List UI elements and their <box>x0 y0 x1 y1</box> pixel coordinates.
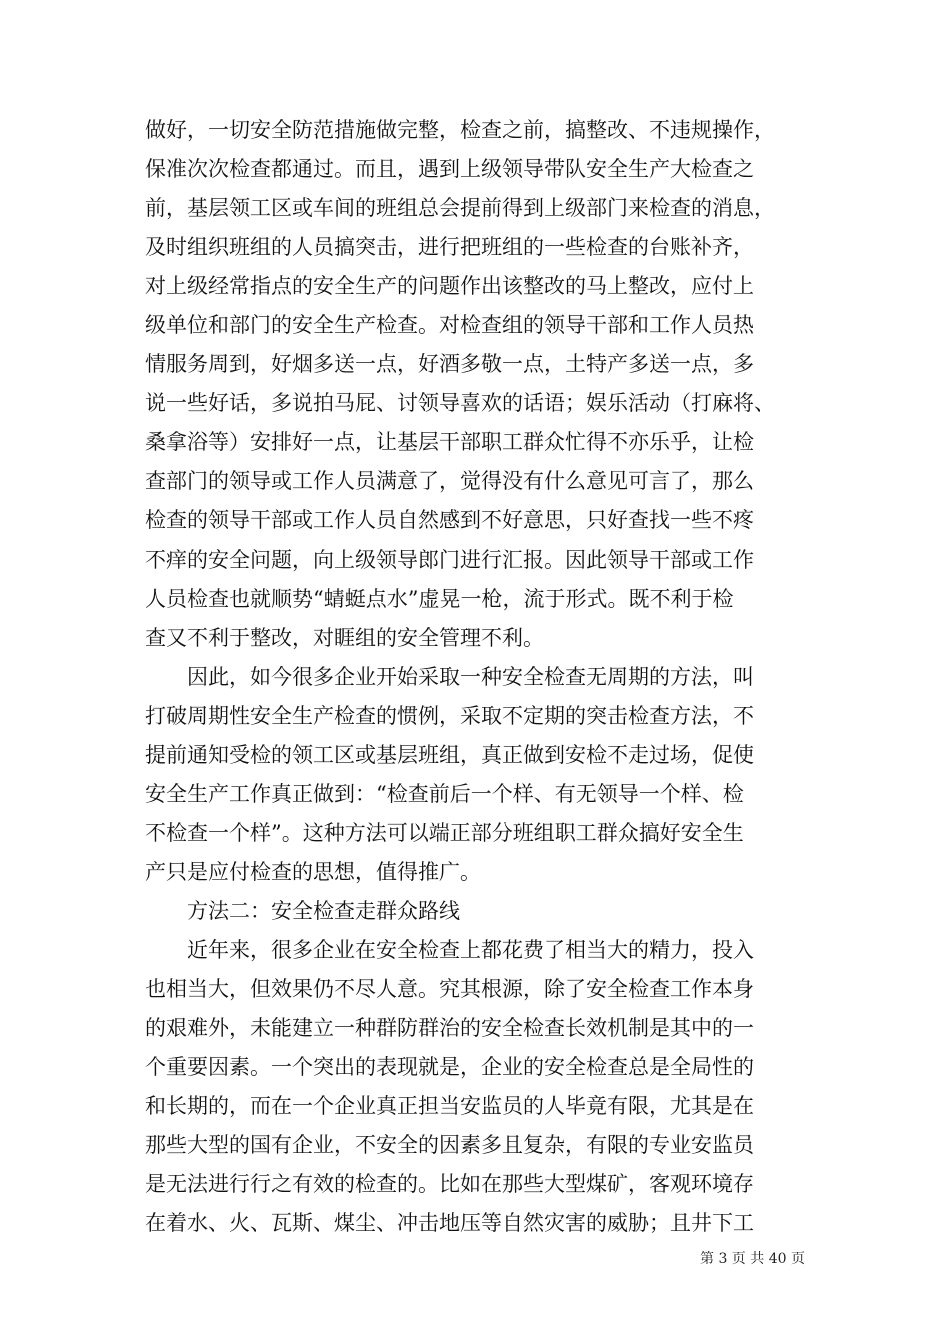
text-line: 对上级经常指点的安全生产的问题作出该整改的马上整改，应付上 <box>145 274 754 299</box>
text-line: 不检查一个样”。这种方法可以端正部分班组职工群众搞好安全生 <box>145 820 744 845</box>
text-line: 在着水、火、瓦斯、煤尘、冲击地压等自然灾害的威胁；且井下工 <box>145 1211 754 1236</box>
document-body <box>145 111 811 1243</box>
text-line: 不痒的安全问题，向上级领导郎门进行汇报。因此领导干部或工作 <box>145 547 754 572</box>
text-line: 级单位和部门的安全生产检查。对检查组的领导干部和工作人员热 <box>145 313 754 338</box>
paragraph-first-line: 近年来，很多企业在安全检查上都花费了相当大的精力，投入 <box>187 937 754 962</box>
text-line: 前，基层领工区或车间的班组总会提前得到上级部门来检查的消息， <box>145 196 775 221</box>
paragraph-first-line: 因此，如今很多企业开始采取一种安全检查无周期的方法，叫 <box>187 664 754 689</box>
text-line: 安全生产工作真正做到：“检查前后一个样、有无领导一个样、检 <box>145 781 744 806</box>
text-line: 检查的领导干部或工作人员自然感到不好意思，只好查找一些不疼 <box>145 508 754 533</box>
text-line: 是无法进行行之有效的检查的。比如在那些大型煤矿，客观环境存 <box>145 1172 754 1197</box>
text-line: 及时组织班组的人员搞突击，进行把班组的一些检查的台账补齐， <box>145 235 754 260</box>
text-line: 桑拿浴等）安排好一点，让基层干部职工群众忙得不亦乐乎，让检 <box>145 430 754 455</box>
text-line: 产只是应付检查的思想，值得推广。 <box>145 859 481 884</box>
section-heading: 方法二：安全检查走群众路线 <box>187 898 460 923</box>
text-line: 个重要因素。一个突出的表现就是，企业的安全检查总是全局性的 <box>145 1055 754 1080</box>
text-line: 情服务周到，好烟多送一点，好酒多敬一点，土特产多送一点，多 <box>145 352 754 377</box>
text-line: 那些大型的国有企业，不安全的因素多且复杂，有限的专业安监员 <box>145 1133 754 1158</box>
text-line: 的艰难外，未能建立一种群防群治的安全检查长效机制是其中的一 <box>145 1016 754 1041</box>
text-line: 保准次次检查都通过。而且，遇到上级领导带队安全生产大检查之 <box>145 157 754 182</box>
text-line: 查部门的领导或工作人员满意了，觉得没有什么意见可言了，那么 <box>145 469 754 494</box>
text-line: 人员检查也就顺势“蜻蜓点水”虚晃一枪，流于形式。既不利于检 <box>145 586 734 611</box>
text-line: 提前通知受检的领工区或基层班组，真正做到安检不走过场，促使 <box>145 742 754 767</box>
text-line: 打破周期性安全生产检查的惯例，采取不定期的突击检查方法，不 <box>145 703 754 728</box>
text-line: 做好，一切安全防范措施做完整，检查之前，搞整改、不违规操作， <box>145 118 775 142</box>
text-line: 说一些好话，多说拍马屁、讨领导喜欢的话语；娱乐活动（打麻将、 <box>145 391 775 416</box>
text-line: 和长期的，而在一个企业真正担当安监员的人毕竟有限，尤其是在 <box>145 1094 754 1119</box>
text-line: 查又不利于整改，对睚组的安全管理不利。 <box>145 625 544 650</box>
page-number: 第 3 页 共 40 页 <box>700 1251 805 1267</box>
text-line: 也相当大，但效果仍不尽人意。究其根源，除了安全检查工作本身 <box>145 977 754 1002</box>
